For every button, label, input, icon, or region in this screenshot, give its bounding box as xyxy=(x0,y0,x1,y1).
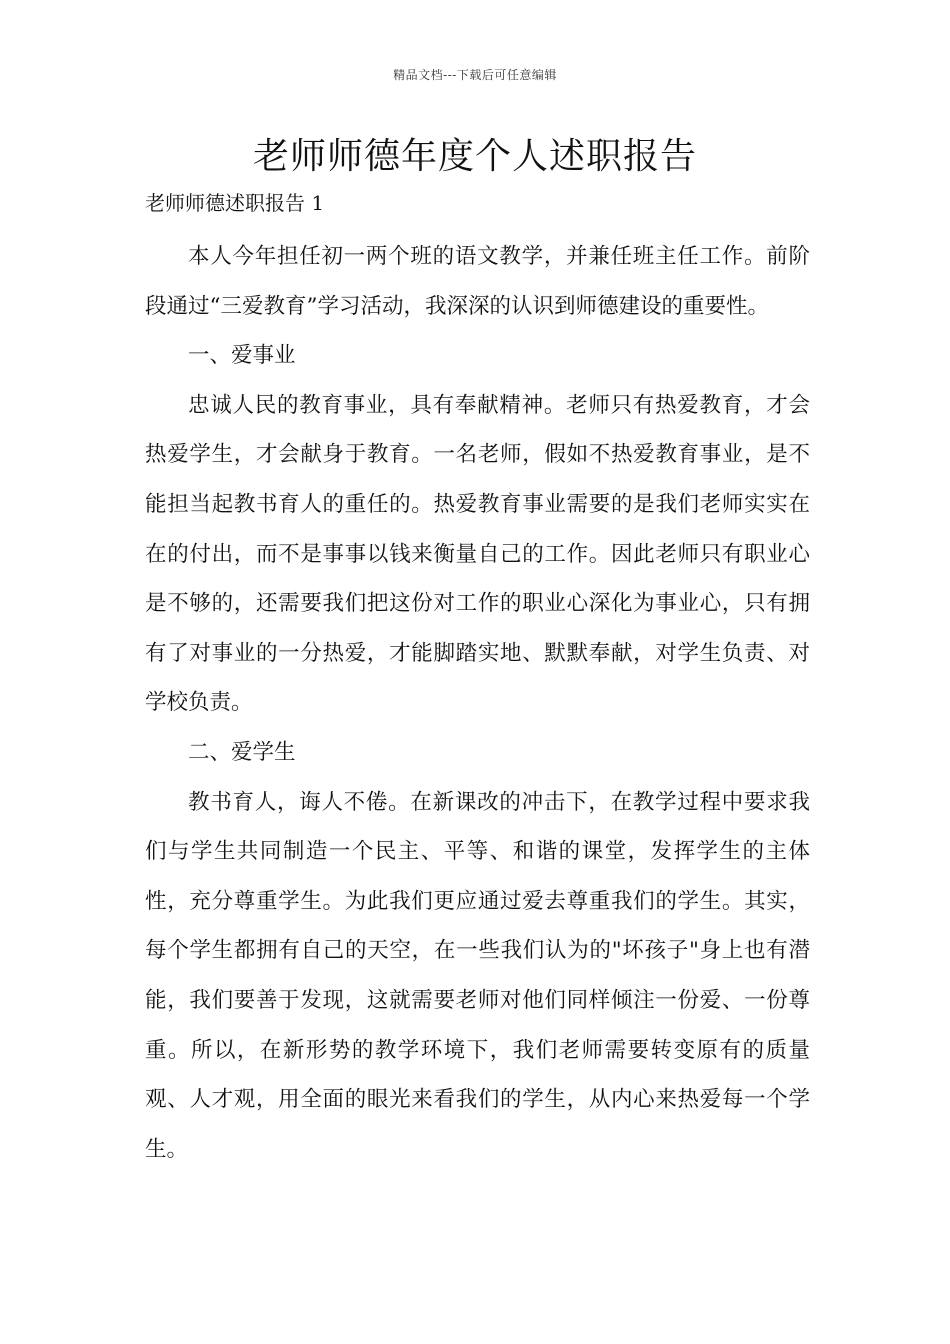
document-title: 老师师德年度个人述职报告 xyxy=(252,136,697,177)
document-subtitle: 老师师德述职报告 1 xyxy=(145,191,325,215)
header-note: 精品文档---下载后可任意编辑 xyxy=(393,68,557,82)
paragraph-career: 忠诚人民的教育事业，具有奉献精神。老师只有热爱教育，才会热爱学生，才会献身于教育。一名老师，假如不热爱教育事业，是不能担当起教书育人的重任的。热爱教育事业需要的是我们老师实实在在的付出，而不是事事以钱来衡量自己的工作。因此老师只有职业心是不够的，还需要我们把这份对工作的职业心深化为事业心，只有拥有了对事业的一分热爱，才能脚踏实地、默默奉献，对学生负责、对学校负责。 xyxy=(145,392,810,716)
paragraph-students: 教书育人，诲人不倦。在新课改的冲击下，在教学过程中要求我们与学生共同制造一个民主、平等、和谐的课堂，发挥学生的主体性，充分尊重学生。为此我们更应通过爱去尊重我们的学生。其实，每个学生都拥有自己的天空，在一些我们认为的"坏孩子"身上也有潜能，我们要善于发现，这就需要老师对他们同样倾注一份爱、一份尊重。所以，在新形势的教学环境下，我们老师需要转变原有的质量观、人才观，用全面的眼光来看我们的学生，从内心来热爱每一个学生。 xyxy=(145,789,810,1162)
paragraph-intro: 本人今年担任初一两个班的语文教学，并兼任班主任工作。前阶段通过“三爱教育”学习活动，我深深的认识到师德建设的重要性。 xyxy=(145,244,810,319)
section-heading-career: 一、爱事业 xyxy=(188,343,296,369)
section-heading-students: 二、爱学生 xyxy=(188,739,296,765)
document-body xyxy=(145,232,810,1174)
